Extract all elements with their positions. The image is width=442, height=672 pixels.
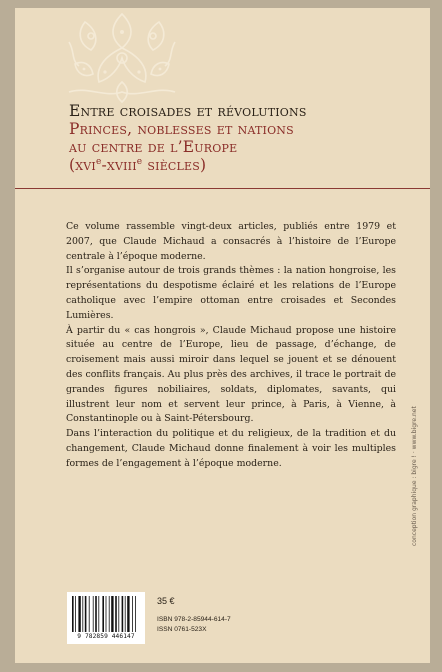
book-subtitle-line-3 (69, 156, 419, 174)
design-credit: conception graphique : bigre ! · www.bigre.net (411, 406, 418, 546)
blurb-paragraph-4: Dans l’interaction du politique et du religieux, de la tradition et du changement, Claude Michaud donne finalement à voir les multiples formes de l’engagement à l’époque moderne. (66, 428, 396, 469)
price: 35 € (157, 596, 175, 606)
identifiers (157, 615, 231, 635)
isbn: ISBN 978-2-85944-614-7 (157, 616, 231, 623)
book-title-block (69, 102, 419, 174)
century-start-sup: e (95, 156, 102, 167)
lace-ornament-icon (65, 12, 180, 104)
blurb-paragraph-3: À partir du « cas hongrois », Claude Michaud propose une histoire située au centre de l’Europe, lieu de passage, d’échange, de croisement mais aussi miroir dans lequel se jouent et se dénouent des conflits français. Au plus près des archives, il trace le portrait de grandes figures nobiliaires, soldats, diplomates, savants, qui illustrent leur nom et servent leur prince, à Paris, à Vienne, à Constantinople ou à Saint-Pétersbourg. (66, 324, 396, 425)
blurb-paragraph-2: Il s’organise autour de trois grands thèmes : la nation hongroise, les représentations du despotisme éclairé et les relations de l’Europe catholique avec l’empire ottoman entre croisades et Secondes Lumières. (66, 265, 396, 321)
blurb-paragraph-1: Ce volume rassemble vingt-deux articles, publiés entre 1979 et 2007, que Claude Michaud a consacrés à l’histoire de l’Europe centrale à l’époque moderne. (66, 221, 396, 262)
century-end: -xviii (101, 156, 137, 174)
issn: ISSN 0761-523X (157, 626, 207, 633)
barcode-icon (72, 596, 140, 632)
book-subtitle-line-2: au centre de l’Europe (69, 138, 238, 156)
back-cover (15, 8, 430, 663)
century-end-sup: e (136, 156, 143, 167)
blurb-text (66, 220, 396, 472)
barcode (67, 592, 145, 644)
book-title: Entre croisades et révolutions (69, 102, 307, 120)
barcode-number: 9 782859 446147 (77, 633, 135, 640)
book-subtitle-line-1: Princes, noblesses et nations (69, 120, 294, 138)
century-start: (xvi (69, 156, 96, 174)
horizontal-rule (15, 188, 430, 189)
century-suffix: siècles) (142, 156, 207, 174)
